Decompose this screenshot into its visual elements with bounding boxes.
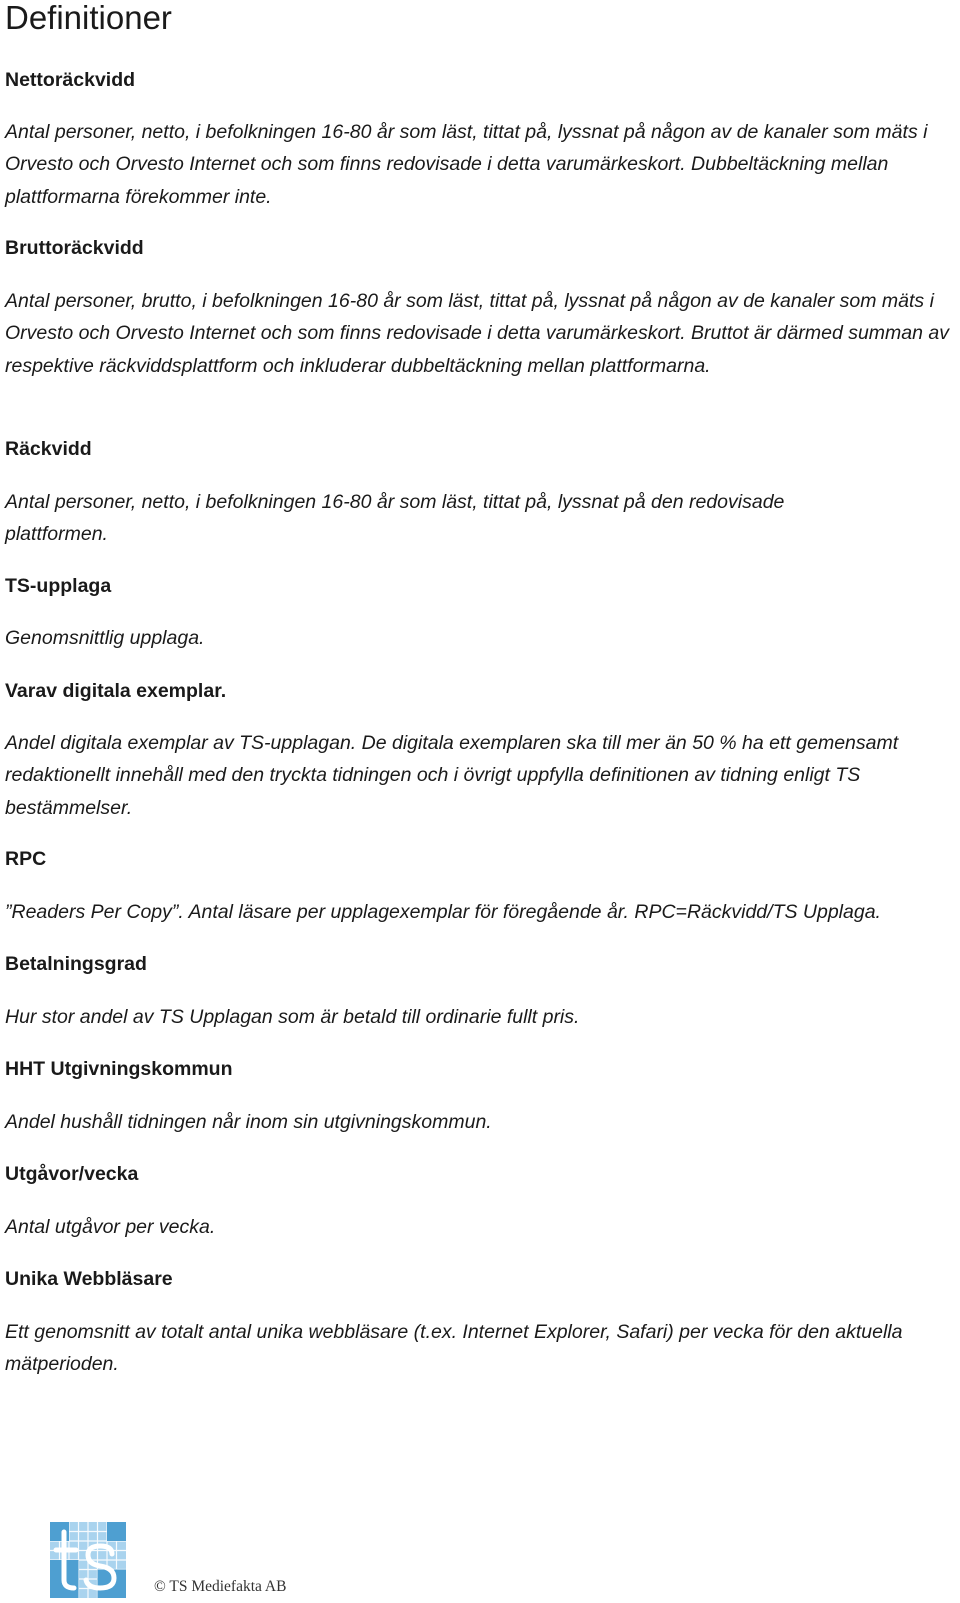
definition-utgavor-vecka	[5, 1158, 955, 1190]
definition-text-block	[5, 486, 855, 551]
ts-logo	[50, 1522, 126, 1598]
definition-rpc	[5, 843, 955, 875]
definition-text: Andel hushåll tidningen når inom sin utgivningskommun.	[5, 1111, 492, 1133]
page-footer	[50, 1522, 450, 1602]
definition-text-block	[5, 896, 955, 928]
definition-term: TS-upplaga	[5, 575, 112, 597]
definition-term: Utgåvor/vecka	[5, 1163, 139, 1185]
definition-unika-webblasare	[5, 1263, 955, 1295]
definition-term: RPC	[5, 848, 47, 870]
definition-text-block	[5, 116, 955, 213]
definition-term: Betalningsgrad	[5, 953, 147, 975]
definition-term: Unika Webbläsare	[5, 1268, 173, 1290]
definition-text: Antal personer, netto, i befolkningen 16-80 år som läst, tittat på, lyssnat på någon av de kanaler som mäts i Orvesto och Orvesto Internet och som finns redovisade i detta varumärkeskort. Dubbeltäckning mellan plattformarna förekommer inte.	[5, 121, 928, 208]
definition-term: Varav digitala exemplar.	[5, 680, 227, 702]
definition-text-block	[5, 1316, 905, 1381]
definition-text: Genomsnittlig upplaga.	[5, 627, 205, 649]
definition-text: Ett genomsnitt av totalt antal unika webbläsare (t.ex. Internet Explorer, Safari) per vecka för den aktuella mätperioden.	[5, 1321, 903, 1376]
definition-term: Nettoräckvidd	[5, 69, 136, 91]
definition-bruttorackvidd	[5, 232, 955, 264]
definition-term: Bruttoräckvidd	[5, 237, 144, 259]
copyright-text: © TS Mediefakta AB	[154, 1578, 287, 1595]
definition-ts-upplaga	[5, 570, 955, 602]
definition-text-block	[5, 285, 955, 382]
definition-term: Räckvidd	[5, 438, 92, 460]
definition-text: Hur stor andel av TS Upplagan som är betald till ordinarie fullt pris.	[5, 1006, 580, 1028]
definition-text: Andel digitala exemplar av TS-upplagan. De digitala exemplaren ska till mer än 50 % ha ett gemensamt redaktionellt innehåll med den tryckta tidningen och i övrigt uppfylla definitionen av tidning enligt TS bestämmelser.	[5, 732, 899, 819]
page-title: Definitioner	[5, 0, 172, 36]
definition-varav-digitala-exemplar	[5, 675, 955, 707]
definition-nettorackvidd	[5, 64, 955, 96]
definition-betalningsgrad	[5, 948, 955, 980]
definition-text-block	[5, 1001, 955, 1033]
definition-text: Antal utgåvor per vecka.	[5, 1216, 216, 1238]
definition-text: Antal personer, brutto, i befolkningen 16-80 år som läst, tittat på, lyssnat på någon av de kanaler som mäts i Orvesto och Orvesto Internet och som finns redovisade i detta varumärkeskort. Bruttot är därmed summan av respektive räckviddsplattform och inkluderar dubbeltäckning mellan plattformarna.	[5, 290, 949, 377]
definition-text: ”Readers Per Copy”. Antal läsare per upplagexemplar för föregående år. RPC=Räckvidd/TS Upplaga.	[5, 901, 881, 923]
definition-text-block	[5, 1106, 955, 1138]
definition-hht-utgivningskommun	[5, 1053, 955, 1085]
definition-text-block	[5, 622, 955, 654]
document-page	[5, 0, 955, 1376]
definition-text-block	[5, 1211, 955, 1243]
definition-text: Antal personer, netto, i befolkningen 16-80 år som läst, tittat på, lyssnat på den redovisade plattformen.	[5, 491, 785, 546]
definition-text-block	[5, 727, 905, 824]
definition-rackvidd	[5, 433, 955, 465]
definition-term: HHT Utgivningskommun	[5, 1058, 233, 1080]
